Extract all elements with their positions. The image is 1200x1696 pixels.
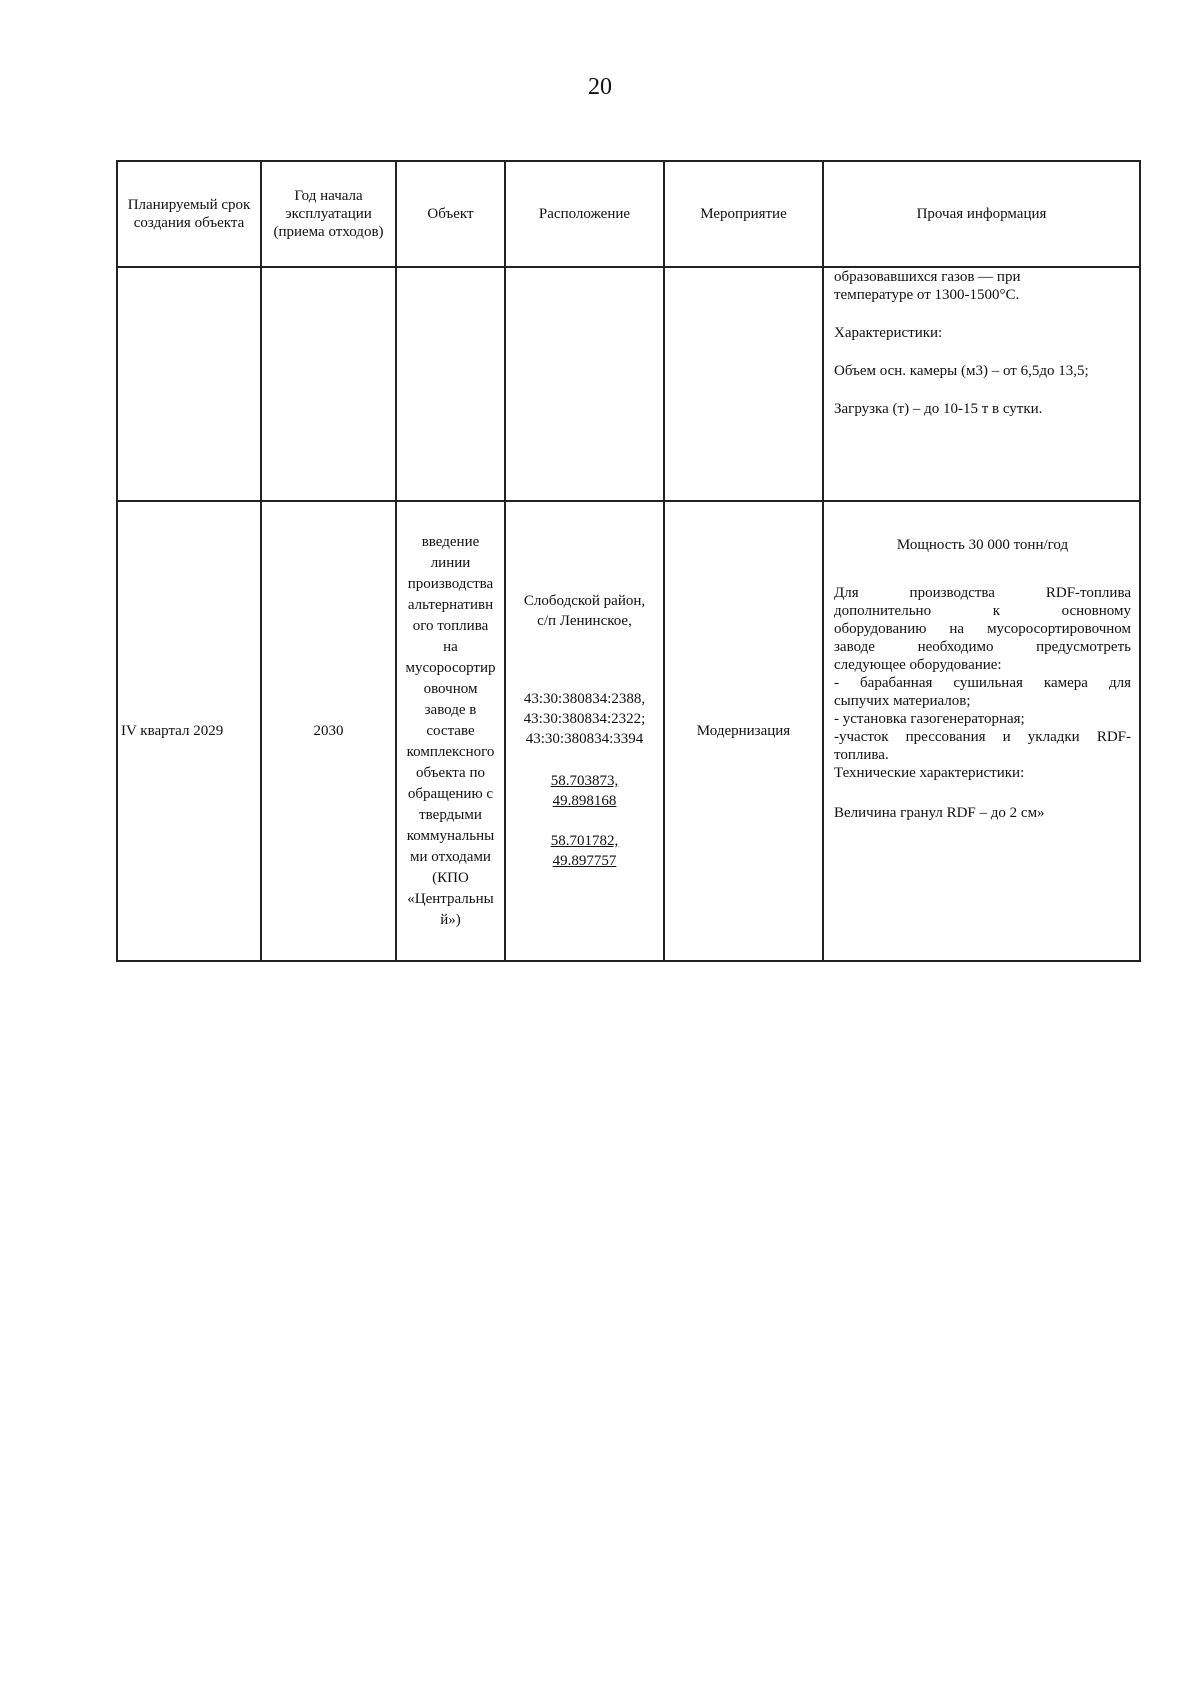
info-text: следующее оборудование: bbox=[834, 657, 1002, 673]
cadastral-number: 43:30:380834:2388, bbox=[523, 691, 646, 707]
object-line: мусоросортир bbox=[405, 659, 496, 676]
page-number: 20 bbox=[588, 74, 612, 100]
cadastral-number: 43:30:380834:2322; bbox=[523, 711, 646, 727]
object-line: заводе в bbox=[424, 701, 477, 718]
empty-cell bbox=[505, 267, 664, 501]
header-other-info: Прочая информация bbox=[823, 161, 1140, 267]
table-header-row bbox=[117, 161, 1140, 267]
empty-cell bbox=[664, 267, 823, 501]
object-line: твердыми bbox=[419, 806, 482, 823]
info-text: Объем осн. камеры (м3) – от 6,5до 13,5; bbox=[834, 363, 1089, 379]
empty-cell bbox=[396, 267, 505, 501]
object-line: ого топлива bbox=[412, 617, 489, 634]
header-start-year: Год начала эксплуатации (приема отходов) bbox=[261, 161, 396, 267]
location-cell bbox=[505, 501, 664, 961]
object-line: обращению с bbox=[407, 785, 494, 802]
header-activity: Мероприятие bbox=[664, 161, 823, 267]
object-cell bbox=[396, 501, 505, 961]
object-line: (КПО bbox=[432, 869, 469, 886]
capacity-text: Мощность 30 000 тонн/год bbox=[896, 537, 1069, 553]
info-text: Загрузка (т) – до 10-15 т в сутки. bbox=[834, 401, 1043, 417]
coordinates-link[interactable]: 58.703873, bbox=[550, 773, 619, 789]
object-line: ми отходами bbox=[410, 848, 491, 865]
object-line: составе bbox=[426, 722, 475, 739]
equipment-item: - установка газогенераторная; bbox=[834, 711, 1025, 727]
info-text: Для производства RDF-топлива bbox=[834, 585, 1131, 601]
other-info-cell bbox=[823, 501, 1140, 961]
table-row bbox=[117, 267, 1140, 501]
coordinates-link[interactable]: 58.701782, bbox=[550, 833, 619, 849]
other-info-cell bbox=[823, 267, 1140, 501]
start-year-cell: 2030 bbox=[261, 501, 396, 961]
object-line: й») bbox=[440, 911, 461, 928]
object-line: альтернативн bbox=[407, 596, 494, 613]
object-line: линии bbox=[430, 554, 471, 571]
header-location: Расположение bbox=[505, 161, 664, 267]
location-settlement: с/п Ленинское, bbox=[537, 613, 632, 629]
object-line: «Центральны bbox=[407, 890, 494, 907]
coordinates-link[interactable]: 49.898168 bbox=[552, 793, 617, 809]
header-object: Объект bbox=[396, 161, 505, 267]
info-text: Технические характеристики: bbox=[834, 765, 1025, 781]
table-row bbox=[117, 501, 1140, 961]
equipment-item: - барабанная сушильная камера для bbox=[834, 675, 1131, 691]
info-text: оборудованию на мусоросортировочном bbox=[834, 621, 1131, 637]
equipment-item: сыпучих материалов; bbox=[834, 693, 971, 709]
info-text: Характеристики: bbox=[834, 325, 943, 341]
empty-cell bbox=[261, 267, 396, 501]
activity-cell: Модернизация bbox=[664, 501, 823, 961]
info-text: Величина гранул RDF – до 2 см» bbox=[834, 805, 1045, 821]
object-line: производства bbox=[407, 575, 494, 592]
object-line: овочном bbox=[423, 680, 478, 697]
facilities-table bbox=[116, 160, 1141, 962]
header-planned-term: Планируемый срок создания объекта bbox=[117, 161, 261, 267]
object-line: комплексного bbox=[406, 743, 495, 760]
object-line: объекта по bbox=[416, 764, 485, 781]
info-text: дополнительно к основному bbox=[834, 603, 1131, 619]
coordinates-link[interactable]: 49.897757 bbox=[552, 853, 617, 869]
object-line: на bbox=[443, 638, 458, 655]
location-district: Слободской район, bbox=[523, 593, 646, 609]
info-text: образовавшихся газов — при bbox=[834, 269, 1021, 285]
empty-cell bbox=[117, 267, 261, 501]
equipment-item: топлива. bbox=[834, 747, 889, 763]
cadastral-number: 43:30:380834:3394 bbox=[525, 731, 644, 747]
equipment-item: -участок прессования и укладки RDF- bbox=[834, 729, 1131, 745]
object-line: введение bbox=[421, 533, 480, 550]
info-text: температуре от 1300-1500°С. bbox=[834, 287, 1020, 303]
planned-term-cell: IV квартал 2029 bbox=[117, 501, 261, 961]
info-text: заводе необходимо предусмотреть bbox=[834, 639, 1131, 655]
object-line: коммунальны bbox=[406, 827, 495, 844]
